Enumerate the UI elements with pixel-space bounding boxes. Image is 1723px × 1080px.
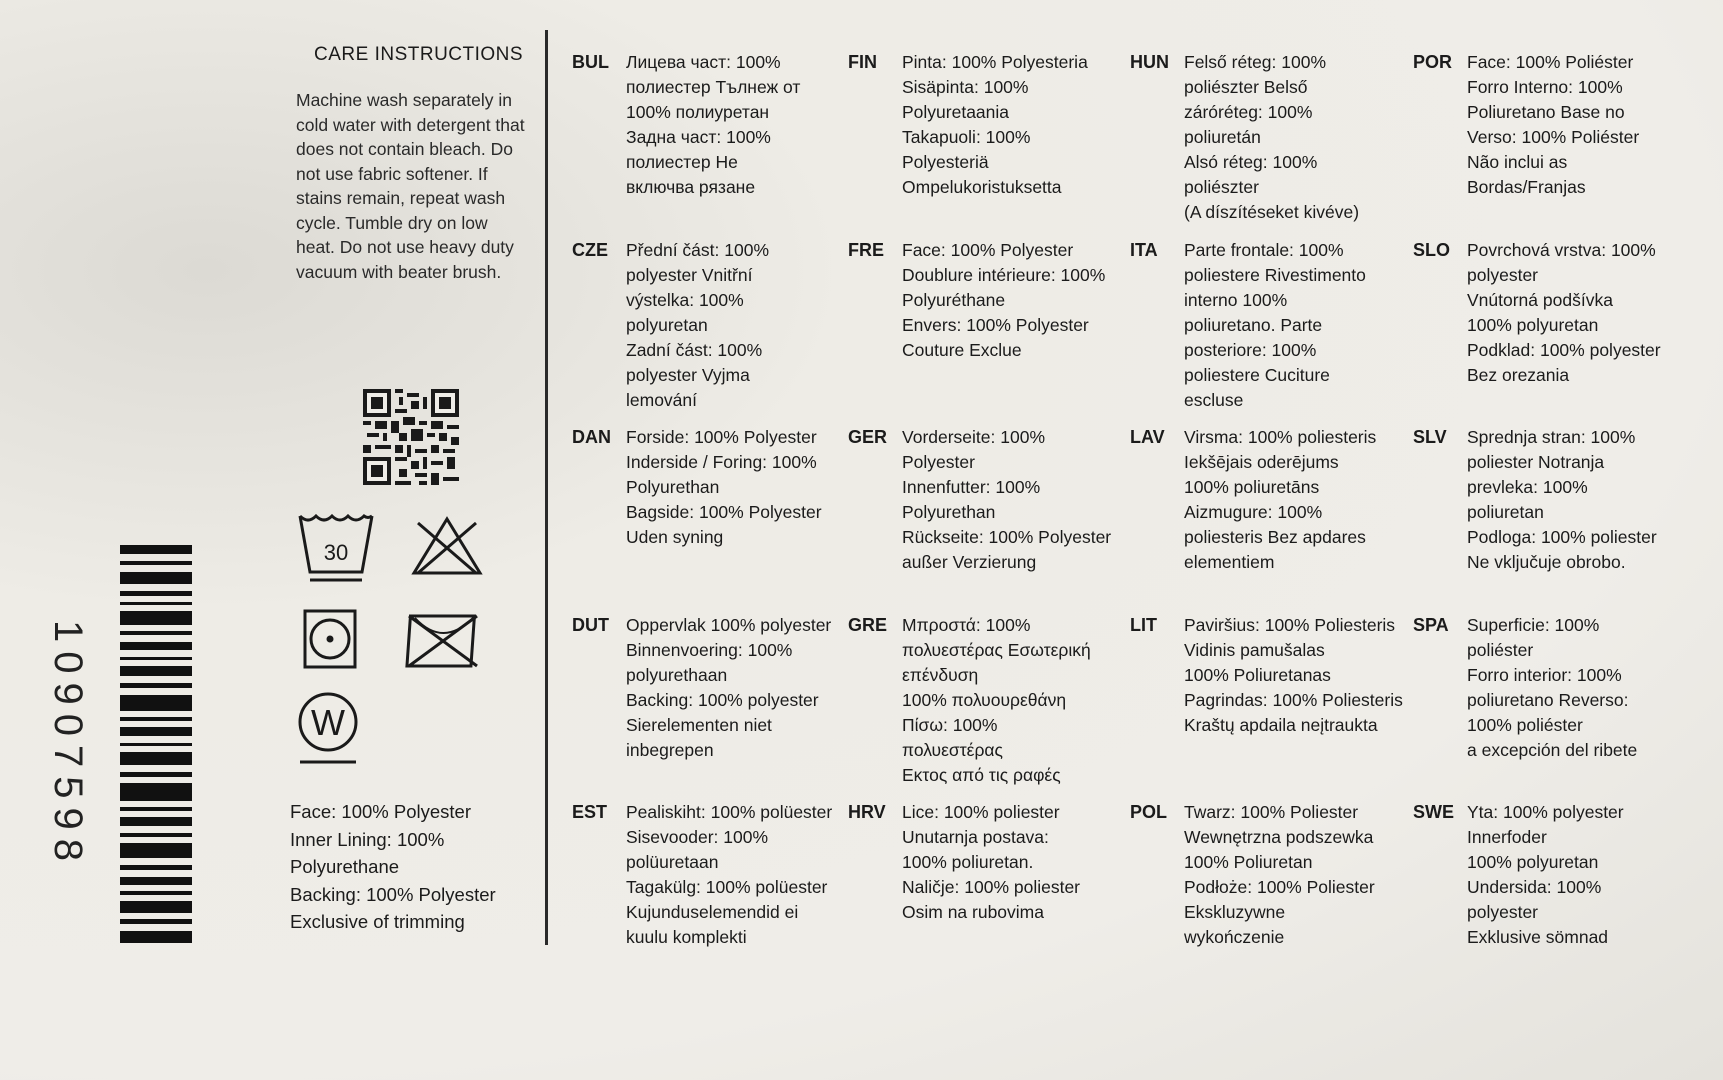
language-text-line: Sprednja stran: 100%: [1467, 427, 1636, 447]
language-text-line: Oppervlak 100% polyester: [626, 615, 832, 635]
language-text-line: Задна част: 100%: [626, 127, 771, 147]
language-text-line: Osim na rubovima: [902, 902, 1044, 922]
language-text-line: Exklusive sömnad: [1467, 927, 1609, 947]
language-text: [1467, 613, 1637, 763]
svg-text:W: W: [311, 702, 345, 743]
language-text: [626, 613, 831, 763]
language-text-line: 100% Poliuretanas: [1184, 665, 1331, 685]
language-text-line: Polyuretaania: [902, 102, 1010, 122]
language-code: EST: [572, 802, 608, 822]
language-text-line: Takapuoli: 100%: [902, 127, 1031, 147]
language-text-line: Ne vključuje obrobo.: [1467, 552, 1626, 572]
language-code: ITA: [1130, 240, 1158, 260]
wash-30-icon: [296, 510, 376, 582]
language-text-line: Podloga: 100% poliester: [1467, 527, 1657, 547]
language-text-line: Undersida: 100%: [1467, 877, 1602, 897]
do-not-dry-clean-icon: [403, 608, 483, 670]
language-text-line: wykończenie: [1184, 927, 1285, 947]
language-text: [1467, 425, 1657, 575]
language-text-line: Pealiskiht: 100% polüester: [626, 802, 833, 822]
language-text-line: 100% polyuretan: [1467, 852, 1599, 872]
language-text-line: Μπροστά: 100%: [902, 615, 1031, 635]
language-text: [902, 50, 1088, 200]
language-text-line: Pagrindas: 100% Poliesteris: [1184, 690, 1403, 710]
language-code: POR: [1413, 52, 1453, 72]
language-text-line: Sierelementen niet: [626, 715, 772, 735]
language-text-line: Iekšējais oderējums: [1184, 452, 1339, 472]
language-text-line: Naličje: 100% poliester: [902, 877, 1081, 897]
care-text: Machine wash separately in cold water with detergent that does not contain bleach. Do not use fabric softener. If stains remain, repeat wash cycle. Tumble dry on low heat. Do not use heavy duty vacuum with beater brush.: [296, 90, 525, 282]
language-text-line: Εκτος από τις ραφές: [902, 765, 1061, 785]
language-code: LIT: [1130, 615, 1157, 635]
language-text-line: Pinta: 100% Polyesteria: [902, 52, 1088, 72]
language-text-line: poliuretán: [1184, 127, 1261, 147]
language-text: [1184, 800, 1375, 950]
language-text: [1184, 238, 1366, 413]
language-text: [902, 425, 1111, 575]
vertical-divider: [545, 30, 548, 945]
language-text-line: 100% poliuretan.: [902, 852, 1034, 872]
language-text-line: polyester Vnitřní: [626, 265, 753, 285]
language-code: BUL: [572, 52, 609, 72]
language-text-line: Felső réteg: 100%: [1184, 52, 1327, 72]
language-text-line: Verso: 100% Poliéster: [1467, 127, 1640, 147]
language-text-line: polyester: [1467, 265, 1539, 285]
language-text-line: полиестер Тълнеж от: [626, 77, 801, 97]
language-text-line: inbegrepen: [626, 740, 714, 760]
language-block-hrv: [848, 800, 1123, 985]
composition-line: Inner Lining: 100%: [290, 828, 445, 850]
language-text-line: Bagside: 100% Polyester: [626, 502, 822, 522]
language-text-line: Polyester: [902, 452, 975, 472]
language-text-line: záróréteg: 100%: [1184, 102, 1313, 122]
language-code: HUN: [1130, 52, 1169, 72]
language-text-line: Doublure intérieure: 100%: [902, 265, 1106, 285]
language-text-line: Zadní část: 100%: [626, 340, 763, 360]
language-text-line: полиестер Не: [626, 152, 738, 172]
language-text-line: Binnenvoering: 100%: [626, 640, 793, 660]
composition-line: Polyurethane: [290, 856, 400, 877]
language-text-line: posteriore: 100%: [1184, 340, 1317, 360]
care-instructions: [296, 44, 526, 284]
language-text: [1467, 50, 1639, 200]
professional-wet-clean-icon: [296, 688, 360, 768]
language-text-line: poliestere Rivestimento: [1184, 265, 1366, 285]
language-text: [902, 613, 1091, 788]
language-block-dut: [572, 613, 847, 798]
language-text-line: polyuretan: [626, 315, 708, 335]
language-text-line: Podłoże: 100% Poliester: [1184, 877, 1375, 897]
language-code: HRV: [848, 802, 886, 822]
language-text-line: πολυεστέρας Εσωτερική: [902, 640, 1091, 660]
language-text-line: Polyesteriä: [902, 152, 989, 172]
language-text-line: Yta: 100% polyester: [1467, 802, 1624, 822]
language-text-line: Paviršius: 100% Poliesteris: [1184, 615, 1396, 635]
language-block-dan: [572, 425, 847, 610]
language-text-line: poliészter: [1184, 177, 1259, 197]
language-text-line: Polyurethan: [626, 477, 720, 497]
language-text-line: Forro Interno: 100%: [1467, 77, 1623, 97]
language-block-est: [572, 800, 847, 985]
language-text-line: escluse: [1184, 390, 1244, 410]
language-text: [1184, 613, 1403, 738]
language-text-line: polyester Vyjma: [626, 365, 750, 385]
language-text-line: Envers: 100% Polyester: [902, 315, 1089, 335]
language-text-line: 100% полиуретан: [626, 102, 770, 122]
language-text-line: Podklad: 100% polyester: [1467, 340, 1661, 360]
language-text-line: a excepción del ribete: [1467, 740, 1638, 760]
language-text-line: (A díszítéseket kivéve): [1184, 202, 1360, 222]
language-text: [1467, 238, 1661, 388]
language-text-line: poliuretano Reverso:: [1467, 690, 1629, 710]
language-text-line: Innerfoder: [1467, 827, 1547, 847]
language-text-line: 100% Poliuretan: [1184, 852, 1313, 872]
language-text-line: außer Verzierung: [902, 552, 1037, 572]
tumble-dry-low-icon: [302, 608, 358, 670]
language-text-line: Vorderseite: 100%: [902, 427, 1046, 447]
language-block-pol: [1130, 800, 1405, 985]
wash-temperature: 30: [323, 540, 349, 565]
language-code: DUT: [572, 615, 609, 635]
language-text-line: Backing: 100% polyester: [626, 690, 819, 710]
language-text-line: výstelka: 100%: [626, 290, 744, 310]
language-text-line: kuulu komplekti: [626, 927, 747, 947]
language-text-line: Forro interior: 100%: [1467, 665, 1622, 685]
composition-line: Exclusive of trimming: [290, 911, 465, 932]
language-text-line: polüuretaan: [626, 852, 719, 872]
language-text-line: Wewnętrzna podszewka: [1184, 827, 1374, 847]
language-text-line: Bez orezania: [1467, 365, 1570, 385]
language-text-line: poliester Notranja: [1467, 452, 1605, 472]
language-code: GRE: [848, 615, 888, 635]
language-text-line: Ompelukoristuksetta: [902, 177, 1062, 197]
language-text-line: Uden syning: [626, 527, 724, 547]
language-text-line: Polyurethan: [902, 502, 996, 522]
language-text: [626, 238, 769, 413]
language-block-spa: [1413, 613, 1713, 798]
language-text: [626, 50, 800, 200]
language-block-fre: [848, 238, 1123, 423]
language-text-line: poliészter Belső: [1184, 77, 1308, 97]
language-text-line: Bordas/Franjas: [1467, 177, 1586, 197]
language-text-line: 100% poliuretāns: [1184, 477, 1320, 497]
language-block-gre: [848, 613, 1123, 798]
language-block-hun: [1130, 50, 1405, 235]
language-block-fin: [848, 50, 1123, 235]
language-text-line: Lice: 100% poliester: [902, 802, 1060, 822]
language-text-line: Twarz: 100% Poliester: [1184, 802, 1359, 822]
language-text-line: 100% poliéster: [1467, 715, 1583, 735]
language-text: [902, 800, 1080, 925]
language-code: SLO: [1413, 240, 1451, 260]
language-text-line: Inderside / Foring: 100%: [626, 452, 817, 472]
language-text-line: poliestere Cuciture: [1184, 365, 1330, 385]
language-block-lav: [1130, 425, 1405, 610]
language-text-line: Kujunduselemendid ei: [626, 902, 799, 922]
language-text-line: Parte frontale: 100%: [1184, 240, 1344, 260]
language-block-bul: [572, 50, 847, 235]
language-text-line: Poliuretano Base no: [1467, 102, 1625, 122]
language-text: [902, 238, 1105, 363]
do-not-bleach-icon: [410, 513, 484, 579]
language-text-line: πολυεστέρας: [902, 740, 1003, 760]
language-text-line: poliuretano. Parte: [1184, 315, 1323, 335]
language-text-line: Πίσω: 100%: [902, 715, 998, 735]
language-text-line: Virsma: 100% poliesteris: [1184, 427, 1377, 447]
language-code: FIN: [848, 52, 877, 72]
language-text: [1184, 425, 1376, 575]
language-block-ger: [848, 425, 1123, 610]
language-text-line: poliéster: [1467, 640, 1534, 660]
care-title: CARE INSTRUCTIONS: [314, 44, 524, 65]
language-code: SLV: [1413, 427, 1447, 447]
language-text-line: Přední část: 100%: [626, 240, 769, 260]
composition-english: [290, 798, 530, 936]
language-text-line: Superficie: 100%: [1467, 615, 1600, 635]
language-code: FRE: [848, 240, 884, 260]
language-code: SWE: [1413, 802, 1455, 822]
language-text-line: Vidinis pamušalas: [1184, 640, 1325, 660]
qr-code-icon: [363, 389, 459, 485]
language-text: [1467, 800, 1624, 950]
language-text-line: Alsó réteg: 100%: [1184, 152, 1318, 172]
language-code: LAV: [1130, 427, 1165, 447]
language-text-line: Face: 100% Poliéster: [1467, 52, 1634, 72]
language-text-line: Sisäpinta: 100%: [902, 77, 1029, 97]
language-text: [626, 425, 822, 550]
language-text-line: Sisevooder: 100%: [626, 827, 769, 847]
language-text-line: prevleka: 100%: [1467, 477, 1588, 497]
language-text-line: Unutarnja postava:: [902, 827, 1049, 847]
language-block-por: [1413, 50, 1713, 235]
language-text-line: Vnútorná podšívka: [1467, 290, 1613, 310]
language-text-line: polyurethaan: [626, 665, 728, 685]
language-text: [626, 800, 832, 950]
language-text-line: interno 100%: [1184, 290, 1288, 310]
language-text-line: polyester: [1467, 902, 1539, 922]
language-block-slv: [1413, 425, 1713, 610]
language-text-line: poliuretan: [1467, 502, 1544, 522]
language-text-line: 100% polyuretan: [1467, 315, 1599, 335]
language-text-line: lemování: [626, 390, 698, 410]
language-text-line: Polyuréthane: [902, 290, 1006, 310]
language-text-line: Tagakülg: 100% polüester: [626, 877, 828, 897]
language-text-line: poliesteris Bez apdares: [1184, 527, 1366, 547]
composition-line: Backing: 100% Polyester: [290, 883, 496, 905]
language-text-line: Лицева част: 100%: [626, 52, 781, 72]
language-text-line: Ekskluzywne: [1184, 902, 1286, 922]
language-text-line: Face: 100% Polyester: [902, 240, 1074, 260]
language-text-line: επένδυση: [902, 665, 979, 685]
barcode: [120, 545, 192, 943]
language-text-line: Kraštų apdaila neįtraukta: [1184, 715, 1378, 735]
language-block-swe: [1413, 800, 1713, 985]
language-text-line: Aizmugure: 100%: [1184, 502, 1323, 522]
language-text-line: Couture Exclue: [902, 340, 1022, 360]
language-text: [1184, 50, 1359, 225]
language-text-line: 100% πολυουρεθάνη: [902, 690, 1067, 710]
language-text-line: включва рязане: [626, 177, 756, 197]
language-text-line: Não inclui as: [1467, 152, 1568, 172]
language-code: POL: [1130, 802, 1168, 822]
language-block-ita: [1130, 238, 1405, 423]
language-code: DAN: [572, 427, 611, 447]
language-text-line: Rückseite: 100% Polyester: [902, 527, 1112, 547]
language-text-line: Povrchová vrstva: 100%: [1467, 240, 1656, 260]
language-text-line: Forside: 100% Polyester: [626, 427, 817, 447]
language-code: GER: [848, 427, 888, 447]
composition-line: Face: 100% Polyester: [290, 801, 471, 822]
language-text-line: Innenfutter: 100%: [902, 477, 1041, 497]
language-block-slo: [1413, 238, 1713, 423]
language-text-line: elementiem: [1184, 552, 1275, 572]
language-block-cze: [572, 238, 847, 423]
language-block-lit: [1130, 613, 1405, 798]
language-code: SPA: [1413, 615, 1449, 635]
barcode-number: 10907598: [46, 620, 90, 870]
language-code: CZE: [572, 240, 608, 260]
